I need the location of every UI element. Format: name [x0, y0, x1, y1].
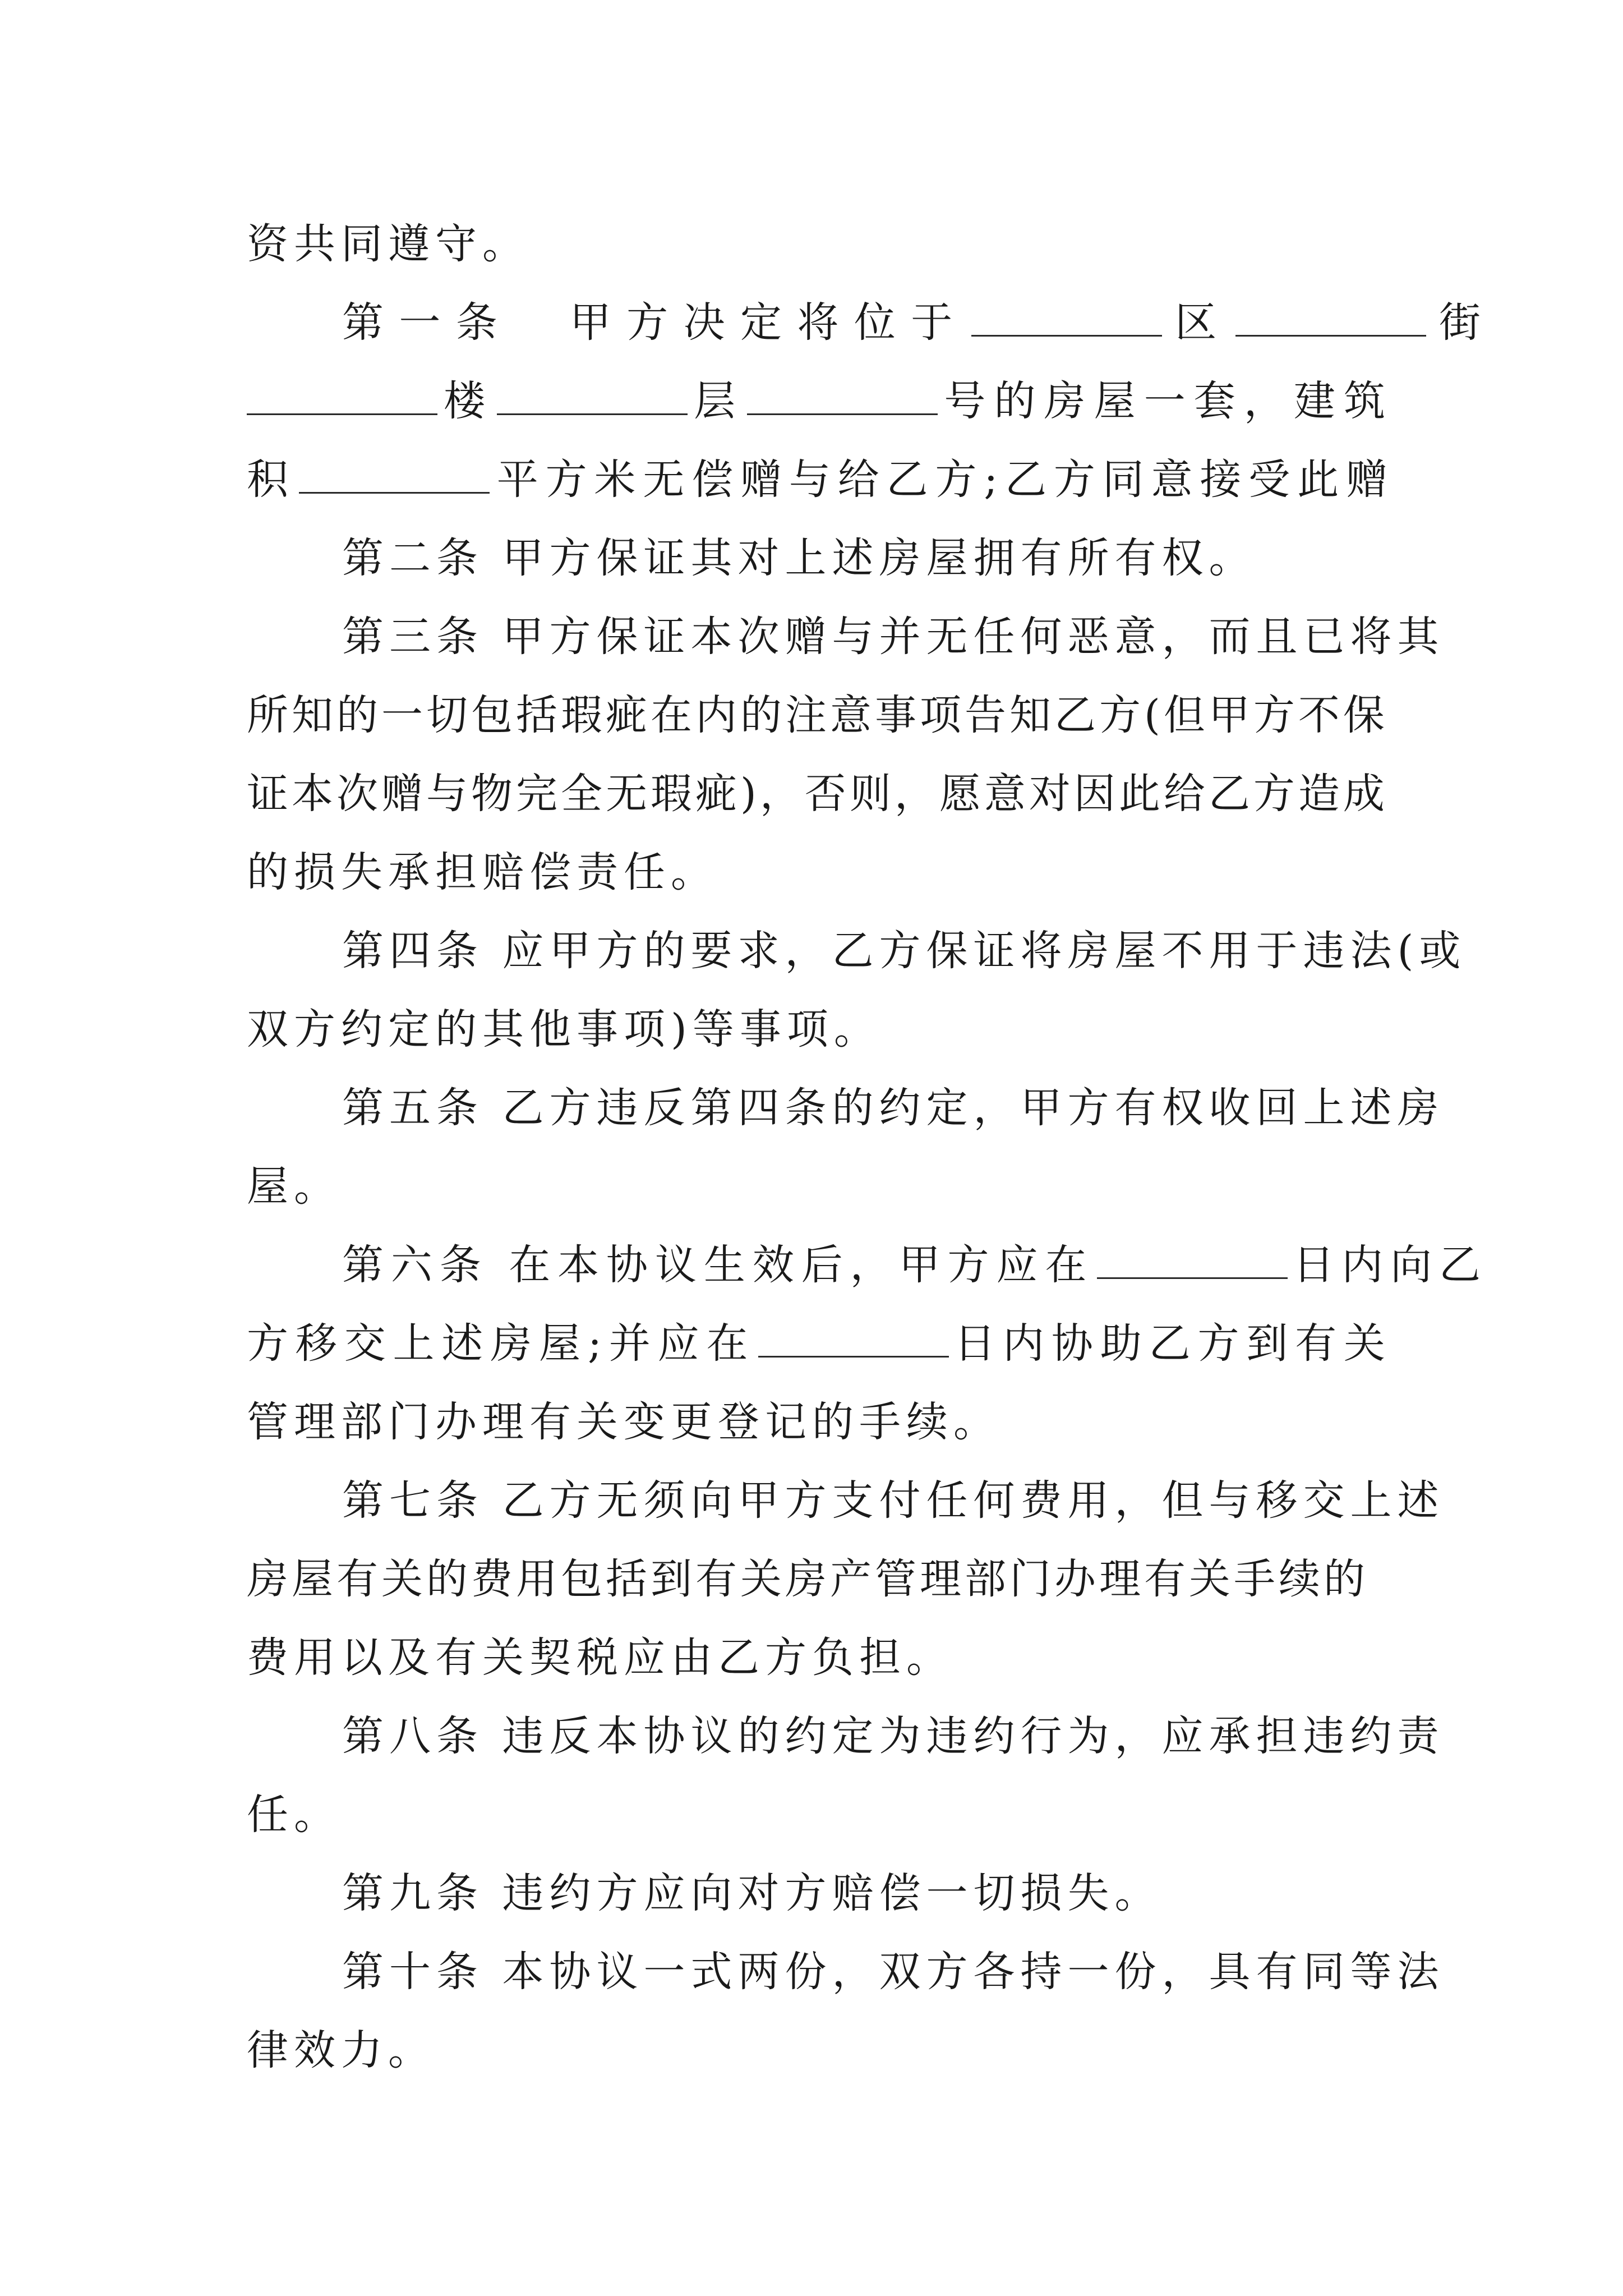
text-segment: 方移交上述房屋;并应在 — [247, 1319, 755, 1368]
article-1-line-1 — [342, 280, 1486, 365]
text-line: 的损失承担赔偿责任。 — [247, 848, 718, 896]
text-line: 双方约定的其他事项)等事项。 — [247, 1005, 881, 1053]
text-segment: 积 — [247, 455, 296, 504]
article-7-line-1: 第七条 乙方无须向甲方支付任何费用，但与移交上述 — [342, 1476, 1445, 1525]
article-4-line-1: 第四条 应甲方的要求，乙方保证将房屋不用于违法(或 — [342, 927, 1467, 975]
article-10-line-1: 第十条 本协议一式两份，双方各持一份，具有同等法 — [342, 1948, 1445, 1996]
text-line: 资共同遵守。 — [247, 220, 529, 268]
blank-floor — [497, 374, 688, 415]
text-line: 任。 — [247, 1791, 341, 1839]
blank-building — [247, 374, 437, 415]
text-segment: 层 — [691, 377, 744, 425]
article-9: 第九条 违约方应向对方赔偿一切损失。 — [342, 1869, 1162, 1917]
text-line: 屋。 — [247, 1162, 341, 1211]
article-5-line-1: 第五条 乙方违反第四条的约定，甲方有权收回上述房 — [342, 1084, 1445, 1132]
text-segment: 日内向乙 — [1291, 1241, 1486, 1289]
text-segment: 号的房屋一套，建筑 — [941, 377, 1391, 425]
text-segment: 街 — [1429, 298, 1486, 347]
article-1-line-3 — [247, 438, 1391, 522]
text-line: 证本次赠与物完全无瑕疵)，否则，愿意对因此给乙方造成 — [247, 770, 1388, 818]
blank-district — [971, 296, 1162, 337]
text-line: 所知的一切包括瑕疵在内的注意事项告知乙方(但甲方不保 — [247, 691, 1388, 739]
text-segment: 区 — [1165, 298, 1232, 347]
text-line: 房屋有关的费用包括到有关房产管理部门办理有关手续的 — [247, 1555, 1368, 1603]
blank-area — [299, 453, 490, 494]
blank-days-registration — [758, 1317, 949, 1358]
text-segment: 日内协助乙方到有关 — [952, 1319, 1391, 1368]
article-8-line-1: 第八条 违反本协议的约定为违约行为，应承担违约责 — [342, 1712, 1445, 1760]
text-line: 费用以及有关契税应由乙方负担。 — [247, 1634, 953, 1682]
text-line: 律效力。 — [247, 2026, 435, 2074]
article-1-line-2 — [247, 359, 1391, 443]
text-segment: 楼 — [441, 377, 494, 425]
blank-days-handover — [1097, 1238, 1288, 1279]
text-line: 管理部门办理有关变更登记的手续。 — [247, 1398, 1000, 1446]
text-segment: 第一条 甲方决定将位于 — [342, 298, 968, 347]
article-3-line-1: 第三条 甲方保证本次赠与并无任何恶意，而且已将其 — [342, 613, 1445, 661]
blank-number — [747, 374, 938, 415]
text-segment: 第六条 在本协议生效后，甲方应在 — [342, 1241, 1094, 1289]
text-segment: 平方米无偿赠与给乙方;乙方同意接受此赠 — [492, 455, 1391, 504]
article-2: 第二条 甲方保证其对上述房屋拥有所有权。 — [342, 534, 1256, 582]
article-6-line-2 — [247, 1301, 1391, 1386]
article-6-line-1 — [342, 1223, 1486, 1307]
blank-street — [1235, 296, 1426, 337]
